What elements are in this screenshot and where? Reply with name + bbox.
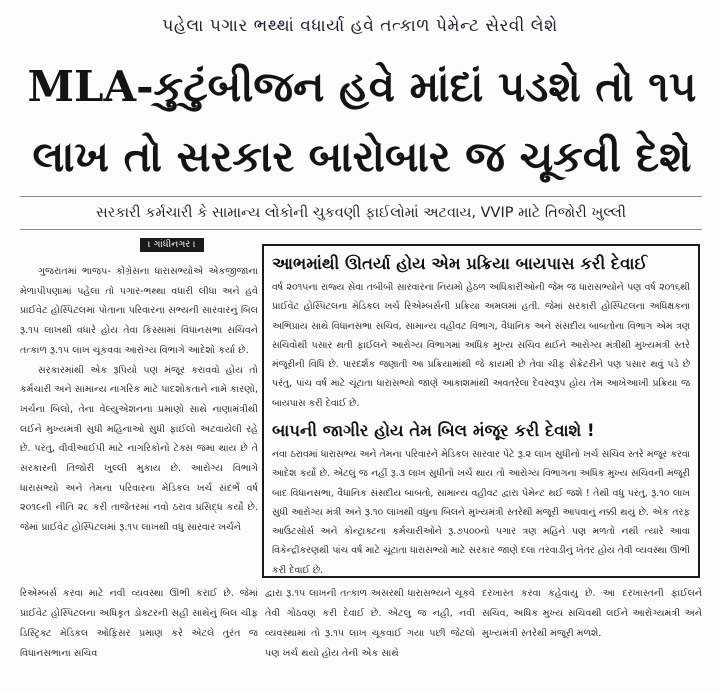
box-heading: આભમાંથી ઊતર્યા હોય એમ પ્રક્રિયા બાયપાસ કરી દેવાઈ: [272, 254, 648, 273]
bottom-column: દરખાસ્ત કરવા કહેવાયુ છે. આ દરખાસ્તની ફાઈલને સચિવ, અધિક મુખ્ય સચિવથી લઈને આરોગ્યમંત્રી અને મુખ્યમંત્રી સ્તરેથી મંજૂરી મળશે.: [482, 588, 702, 639]
box-paragraph: વર્ષ ૨૦૧૫ના રાજ્ય સેવા તબીબી સારવારના નિયમો હેઠળ અધિકારીઓની જેમ જ ધારાસભ્યોને પણ વર્ષ ૨૦૧૬થી પ્રાઈવેટ હોસ્પિટલના મેડિકલ ખર્ચ રિએમ્બર્સની પ્રક્રિયા અમલમાં હતી. જેમાં સરકારી હોસ્પિટલના અધિક્ષકના અભિપ્રાય સાથે વિધાનસભા સચિવ, સામાન્ય વહીવટ વિભાગ, વૈધાનિક અને સંસદીય બાબતોના વિભાગ એમ ત્રણ સચિવોથી પસાર થતી ફાઈલને આરોગ્ય વિભાગમાં અધિક મુખ્ય સચિવ થઈને આરોગ્ય મંત્રીથી મુખ્યમંત્રી સ્તરે મંજૂરીની વિધિ છે. પારદર્શક જણાતી આ પ્રક્રિયામાંથી જે કાયમી છે તેવા ચીફ સેક્રેટરીને પણ પસાર થવું પડે છે પરંતુ, પાંચ વર્ષ માટે ચૂંટાતા ધારાસભ્યો જાણે આકાશમાંથી અવતરેલા દેવસ્વરૂપ હોય તેમ આખેઆખી પ્રક્રિયા જ બાયપાસ કરી દેવાઈ છે.: [272, 282, 690, 409]
left-paragraph: સરકારમાંથી એક રૂપિયો પણ મંજૂર કરાવવો હોય તો કર્મચારી અને સામાન્ય નાગરિક માટે પાદશોકતાને નામે કારણો, ખર્ચના બિલો, તેના વેલ્યુએશનના પ્રમાણો સાથે નાણામંત્રીથી લઈને મુખ્યમંત્રી સુધી મહિનાઓ સુધી ફાઈલો અટવાયેલી રહે છે. પરંતુ, વીવીઆઈપી માટે નાગરિકોનો ટેક્સ જમા થાય છે તે સરકારની તિજોરી ખુલ્લી મુકાય છે. આરોગ્ય વિભાગે ધારાસભ્યો અને તેમના પરિવારના મેડિકલ ખર્ચ સંદર્ભે વર્ષ ૨૦૧૯ની નીતિ ૨૮ કરી તાજેતરમાં નવો ઠરાવ પ્રસિદ્ધ કર્યો છે. જેમાં પ્રાઈવેટ હોસ્પિટલમાં રૂ.૧૫ લાખથી વધુ સારવાર ખર્ચને: [20, 364, 258, 534]
kicker: પહેલા પગાર ભથ્થાં વધાર્યા હવે તત્કાળ પેમેન્ટ સેરવી લેશે: [162, 16, 558, 36]
sidebar-box: [262, 244, 700, 578]
left-paragraph: ગુજરાતમાં ભાજપ- કોંગ્રેસના ધારાસભ્યોએ એકજીજાના મેળાપીપણામાં પહેલા તો પગાર-ભથ્થા વધારી લીધા અને હવે પ્રાઈવેટ હોસ્પિટલમાં પોતાના પરિવારના સભ્યની સારવારનું બિલ રૂ.૧૫ લાખથી વધારે હોય તેવા કિસ્સામાં વિધાનસભા સચિવને તત્કાળ રૂ.૧૫ લાખ ચૂકવવા આરોગ્ય વિભાગે આદેશો કર્યા છે.: [20, 266, 258, 356]
dateline: । ગાંધીનગર ।: [140, 238, 204, 252]
bottom-columns: [20, 584, 702, 684]
bottom-column: દ્વારા રૂ.૧૫ લાખની તત્કાળ અસરથી ધારાસભ્યને ચૂકવે તેવી ગોઠવણ કરી દેવાઈ છે. એટલુ જ નહી, નવી વ્યવસ્થામાં તો રૂ.૧૫ લાખ ચૂકવાઈ ગયા પછી જેટલો પણ ખર્ચ થયો હોય તેની એક સાથે: [265, 588, 475, 659]
box-paragraph: નવા ઠરાવમાં ધારાસભ્ય અને તેમના પરિવારને મેડિકલ સારવાર પેટે રૂ.૨ લાખ સુધીનો ખર્ચ સચિવ સ્તરે મંજૂર કરવા આદેશ કર્યો છે. એટલું જ નહીં રૂ.૩ લાખ સુધીનો ખર્ચ થાય તો આરોગ્ય વિભાગના અધિક મુખ્ય સચિવની મંજૂરી બાદ વિધાનસભા, વૈધાનિક સંસદીય બાબતો, સામાન્ય વહીવટ દ્વારા પેમેન્ટ થઈ જશે ! તેથી વધુ પરંતુ, રૂ.૧૦ લાખ સુધી આરોગ્ય મંત્રી અને રૂ.૧૦ લાખથી વધુના બિલને મુખ્યમંત્રી સ્તરેથી મંજૂરી આપવાનું નક્કી થયું છે. એક તરફ આઉટસોર્સ અને કોન્ટ્રાક્ટના કર્મચારીઓને રૂ.૭૫૦૦નો પગાર ત્રણ મહિને પણ મળતો નથી ત્યારે આવા વિકેન્દ્રીકરણથી પાંચ વર્ષ માટે ચૂંટાતા ધારાસભ્યો માટે સરકાર જાણે દલા તરવાડીનું ખેતર હોય તેવી વ્યવસ્થા ઊભી કરી દેવાઈ છે.: [272, 449, 690, 576]
bottom-column: રિએમ્બર્સ કરવા માટે નવી વ્યવસ્થા ઊભી કરાઈ છે. જેમાં પ્રાઈવેટ હોસ્પિટલના અધિકૃત ડોક્ટરની સહી સાથેનું બિલ ચીફ ડિસ્ટ્રિક્ટ મેડિકલ ઓફિસર પ્રમાણ કરે એટલે તુરંત જ વિધાનસભાના સચિવ: [20, 588, 258, 659]
headline-line-2: લાખ તો સરકાર બારોબાર જ ચૂકવી દેશે: [32, 132, 692, 181]
headline-line-1: MLA-કુટુંબીજન હવે માંદાં પડશે તો ૧૫: [27, 62, 697, 111]
left-column: [20, 262, 258, 538]
box-heading: બાપની જાગીર હોય તેમ બિલ મંજૂર કરી દેવાશે !: [272, 421, 595, 440]
subheadline: સરકારી કર્મચારી કે સામાન્ય લોકોની ચુકવણી ફાઈલોમાં અટવાય, VVIP માટે તિજોરી ખુલ્લી: [20, 196, 702, 230]
